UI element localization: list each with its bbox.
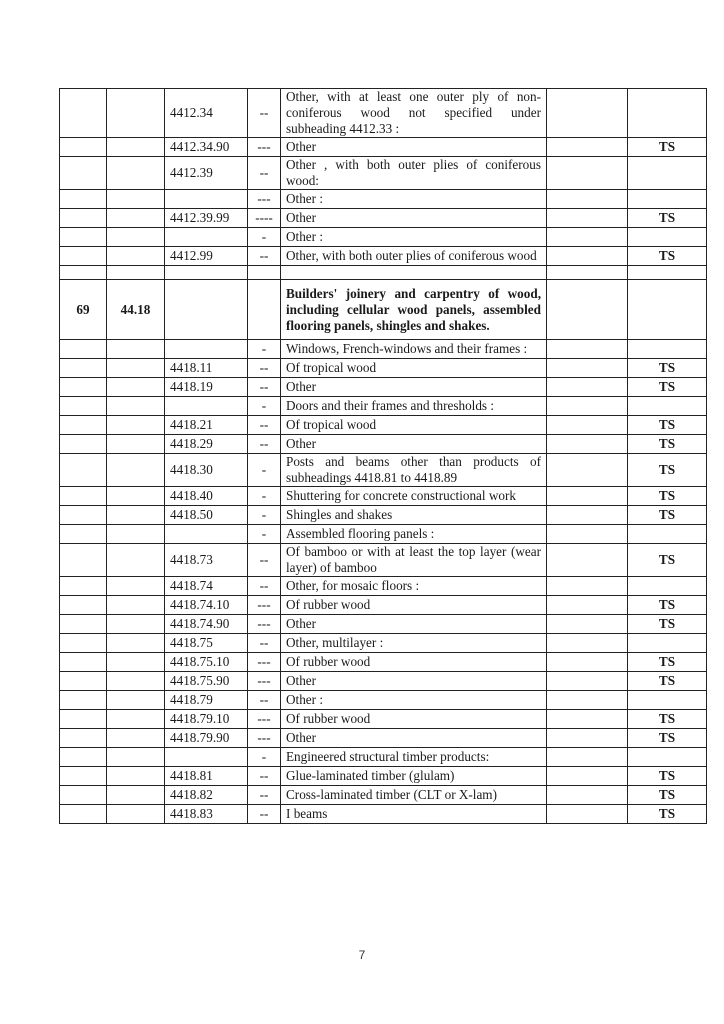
extra-cell [547,228,628,247]
subheading-code: 4418.82 [165,786,248,805]
heading-code [107,209,165,228]
table-row [60,454,707,487]
row-number [60,209,107,228]
table-row [60,710,707,729]
description: Other [281,209,547,228]
subheading-code [165,748,248,767]
table-row [60,228,707,247]
subheading-code: 4418.79 [165,691,248,710]
indent-dashes: -- [248,544,281,577]
indent-dashes: -- [248,416,281,435]
row-number [60,506,107,525]
extra-cell [547,748,628,767]
description: Other : [281,228,547,247]
indent-dashes: - [248,506,281,525]
table-row [60,138,707,157]
row-number [60,691,107,710]
ts-marker: TS [628,454,707,487]
row-number [60,378,107,397]
extra-cell [547,710,628,729]
ts-marker [628,340,707,359]
row-number [60,544,107,577]
subheading-code [165,266,248,280]
row-number [60,729,107,748]
row-number [60,228,107,247]
description: Other, for mosaic floors : [281,577,547,596]
indent-dashes: --- [248,710,281,729]
ts-marker [628,397,707,416]
extra-cell [547,190,628,209]
ts-marker: TS [628,209,707,228]
ts-marker: TS [628,615,707,634]
indent-dashes: -- [248,157,281,190]
description: Of rubber wood [281,653,547,672]
ts-marker [628,691,707,710]
heading-code: 44.18 [107,280,165,340]
subheading-code: 4418.11 [165,359,248,378]
indent-dashes: -- [248,89,281,138]
table-row [60,691,707,710]
indent-dashes: --- [248,190,281,209]
ts-marker: TS [628,506,707,525]
tariff-table [59,88,707,824]
extra-cell [547,209,628,228]
ts-marker [628,266,707,280]
ts-marker: TS [628,544,707,577]
row-number [60,525,107,544]
table-row [60,416,707,435]
ts-marker: TS [628,596,707,615]
ts-marker: TS [628,247,707,266]
heading-code [107,729,165,748]
extra-cell [547,89,628,138]
table-row [60,266,707,280]
indent-dashes: -- [248,247,281,266]
description: Other [281,138,547,157]
indent-dashes [248,280,281,340]
subheading-code: 4412.99 [165,247,248,266]
subheading-code: 4418.79.10 [165,710,248,729]
indent-dashes: -- [248,691,281,710]
heading-code [107,138,165,157]
indent-dashes: - [248,487,281,506]
heading-code [107,247,165,266]
subheading-code: 4418.40 [165,487,248,506]
ts-marker: TS [628,487,707,506]
heading-code [107,454,165,487]
table-row [60,209,707,228]
heading-code [107,544,165,577]
heading-code [107,378,165,397]
table-row [60,653,707,672]
row-number [60,596,107,615]
heading-code [107,487,165,506]
extra-cell [547,544,628,577]
description: Builders' joinery and carpentry of wood, including cellular wood panels, assembled flooring panels, shingles and shakes. [281,280,547,340]
subheading-code: 4418.30 [165,454,248,487]
indent-dashes: --- [248,729,281,748]
subheading-code: 4412.34.90 [165,138,248,157]
heading-code [107,506,165,525]
indent-dashes: --- [248,653,281,672]
page-number: 7 [358,948,366,962]
extra-cell [547,435,628,454]
ts-marker: TS [628,653,707,672]
subheading-code: 4412.39.99 [165,209,248,228]
heading-code [107,672,165,691]
row-number [60,615,107,634]
row-number [60,190,107,209]
subheading-code: 4418.74 [165,577,248,596]
description: Assembled flooring panels : [281,525,547,544]
heading-code [107,805,165,824]
heading-code [107,89,165,138]
row-number [60,767,107,786]
extra-cell [547,653,628,672]
row-number [60,89,107,138]
table-row [60,506,707,525]
ts-marker [628,634,707,653]
row-number [60,577,107,596]
extra-cell [547,454,628,487]
ts-marker: TS [628,138,707,157]
ts-marker [628,748,707,767]
description: Shingles and shakes [281,506,547,525]
heading-code [107,767,165,786]
heading-code [107,577,165,596]
row-number [60,454,107,487]
row-number [60,710,107,729]
subheading-code: 4418.75.90 [165,672,248,691]
table-row [60,672,707,691]
subheading-code: 4418.74.10 [165,596,248,615]
heading-code [107,786,165,805]
row-number [60,653,107,672]
subheading-code: 4418.29 [165,435,248,454]
table-row [60,525,707,544]
heading-code [107,653,165,672]
description: Other [281,615,547,634]
table-row [60,596,707,615]
table-row [60,157,707,190]
row-number: 69 [60,280,107,340]
description: Other [281,672,547,691]
description: Other, with at least one outer ply of non-coniferous wood not specified under subheading 4412.33 : [281,89,547,138]
row-number [60,397,107,416]
table-row [60,729,707,748]
extra-cell [547,340,628,359]
extra-cell [547,672,628,691]
row-number [60,487,107,506]
heading-code [107,340,165,359]
extra-cell [547,596,628,615]
description: Other : [281,190,547,209]
description: Other [281,378,547,397]
subheading-code [165,525,248,544]
ts-marker: TS [628,672,707,691]
heading-code [107,748,165,767]
table-row [60,767,707,786]
extra-cell [547,805,628,824]
description: Shuttering for concrete constructional work [281,487,547,506]
table-row [60,190,707,209]
extra-cell [547,506,628,525]
extra-cell [547,577,628,596]
row-number [60,416,107,435]
heading-code [107,710,165,729]
row-number [60,748,107,767]
heading-code [107,525,165,544]
indent-dashes: -- [248,577,281,596]
row-number [60,359,107,378]
description: Of rubber wood [281,710,547,729]
indent-dashes: --- [248,596,281,615]
indent-dashes: -- [248,359,281,378]
ts-marker: TS [628,359,707,378]
row-number [60,157,107,190]
subheading-code: 4418.74.90 [165,615,248,634]
description [281,266,547,280]
table-row [60,487,707,506]
row-number [60,672,107,691]
indent-dashes: --- [248,672,281,691]
table-row [60,89,707,138]
indent-dashes: - [248,748,281,767]
indent-dashes: -- [248,435,281,454]
indent-dashes: -- [248,378,281,397]
subheading-code: 4418.81 [165,767,248,786]
description: Other [281,435,547,454]
indent-dashes: - [248,397,281,416]
indent-dashes: -- [248,805,281,824]
description: Posts and beams other than products of subheadings 4418.81 to 4418.89 [281,454,547,487]
extra-cell [547,138,628,157]
ts-marker [628,228,707,247]
subheading-code: 4418.19 [165,378,248,397]
row-number [60,634,107,653]
row-number [60,247,107,266]
subheading-code [165,397,248,416]
row-number [60,266,107,280]
ts-marker: TS [628,378,707,397]
description: Of bamboo or with at least the top layer (wear layer) of bamboo [281,544,547,577]
extra-cell [547,247,628,266]
row-number [60,138,107,157]
extra-cell [547,767,628,786]
extra-cell [547,525,628,544]
heading-code [107,435,165,454]
table-row [60,340,707,359]
indent-dashes: -- [248,767,281,786]
subheading-code: 4418.75 [165,634,248,653]
heading-code [107,416,165,435]
subheading-code: 4418.73 [165,544,248,577]
heading-code [107,228,165,247]
heading-code [107,157,165,190]
ts-marker: TS [628,435,707,454]
ts-marker [628,190,707,209]
table-row [60,247,707,266]
description: Other, multilayer : [281,634,547,653]
indent-dashes: -- [248,786,281,805]
description: Glue-laminated timber (glulam) [281,767,547,786]
extra-cell [547,157,628,190]
description: Doors and their frames and thresholds : [281,397,547,416]
description: I beams [281,805,547,824]
description: Other, with both outer plies of coniferous wood [281,247,547,266]
description: Cross-laminated timber (CLT or X-lam) [281,786,547,805]
heading-code [107,397,165,416]
indent-dashes: - [248,525,281,544]
heading-code [107,190,165,209]
subheading-code: 4418.21 [165,416,248,435]
table-body [60,89,707,824]
table-row [60,805,707,824]
table-row [60,435,707,454]
extra-cell [547,487,628,506]
table-row [60,577,707,596]
extra-cell [547,266,628,280]
subheading-code [165,280,248,340]
extra-cell [547,786,628,805]
description: Other : [281,691,547,710]
heading-code [107,691,165,710]
ts-marker: TS [628,786,707,805]
subheading-code: 4418.83 [165,805,248,824]
description: Other , with both outer plies of coniferous wood: [281,157,547,190]
extra-cell [547,634,628,653]
extra-cell [547,615,628,634]
ts-marker [628,280,707,340]
ts-marker: TS [628,710,707,729]
subheading-code [165,190,248,209]
extra-cell [547,416,628,435]
heading-code [107,615,165,634]
ts-marker: TS [628,416,707,435]
description: Windows, French-windows and their frames : [281,340,547,359]
indent-dashes: --- [248,615,281,634]
extra-cell [547,280,628,340]
ts-marker: TS [628,805,707,824]
subheading-code: 4418.50 [165,506,248,525]
heading-code [107,359,165,378]
ts-marker [628,157,707,190]
extra-cell [547,359,628,378]
row-number [60,435,107,454]
table-row [60,748,707,767]
description: Of tropical wood [281,416,547,435]
subheading-code: 4418.79.90 [165,729,248,748]
indent-dashes: --- [248,138,281,157]
table-row [60,280,707,340]
indent-dashes: -- [248,634,281,653]
table-row [60,634,707,653]
row-number [60,786,107,805]
table-row [60,359,707,378]
subheading-code: 4418.75.10 [165,653,248,672]
description: Of rubber wood [281,596,547,615]
subheading-code [165,340,248,359]
table-row [60,615,707,634]
indent-dashes: - [248,228,281,247]
description: Of tropical wood [281,359,547,378]
table-row [60,544,707,577]
ts-marker: TS [628,729,707,748]
indent-dashes: ---- [248,209,281,228]
row-number [60,340,107,359]
extra-cell [547,729,628,748]
row-number [60,805,107,824]
table-row [60,397,707,416]
description: Other [281,729,547,748]
indent-dashes: - [248,454,281,487]
ts-marker [628,89,707,138]
indent-dashes: - [248,340,281,359]
description: Engineered structural timber products: [281,748,547,767]
indent-dashes [248,266,281,280]
table-row [60,786,707,805]
extra-cell [547,397,628,416]
subheading-code [165,228,248,247]
subheading-code: 4412.34 [165,89,248,138]
table-row [60,378,707,397]
heading-code [107,596,165,615]
extra-cell [547,691,628,710]
ts-marker: TS [628,767,707,786]
heading-code [107,266,165,280]
extra-cell [547,378,628,397]
heading-code [107,634,165,653]
ts-marker [628,577,707,596]
subheading-code: 4412.39 [165,157,248,190]
ts-marker [628,525,707,544]
